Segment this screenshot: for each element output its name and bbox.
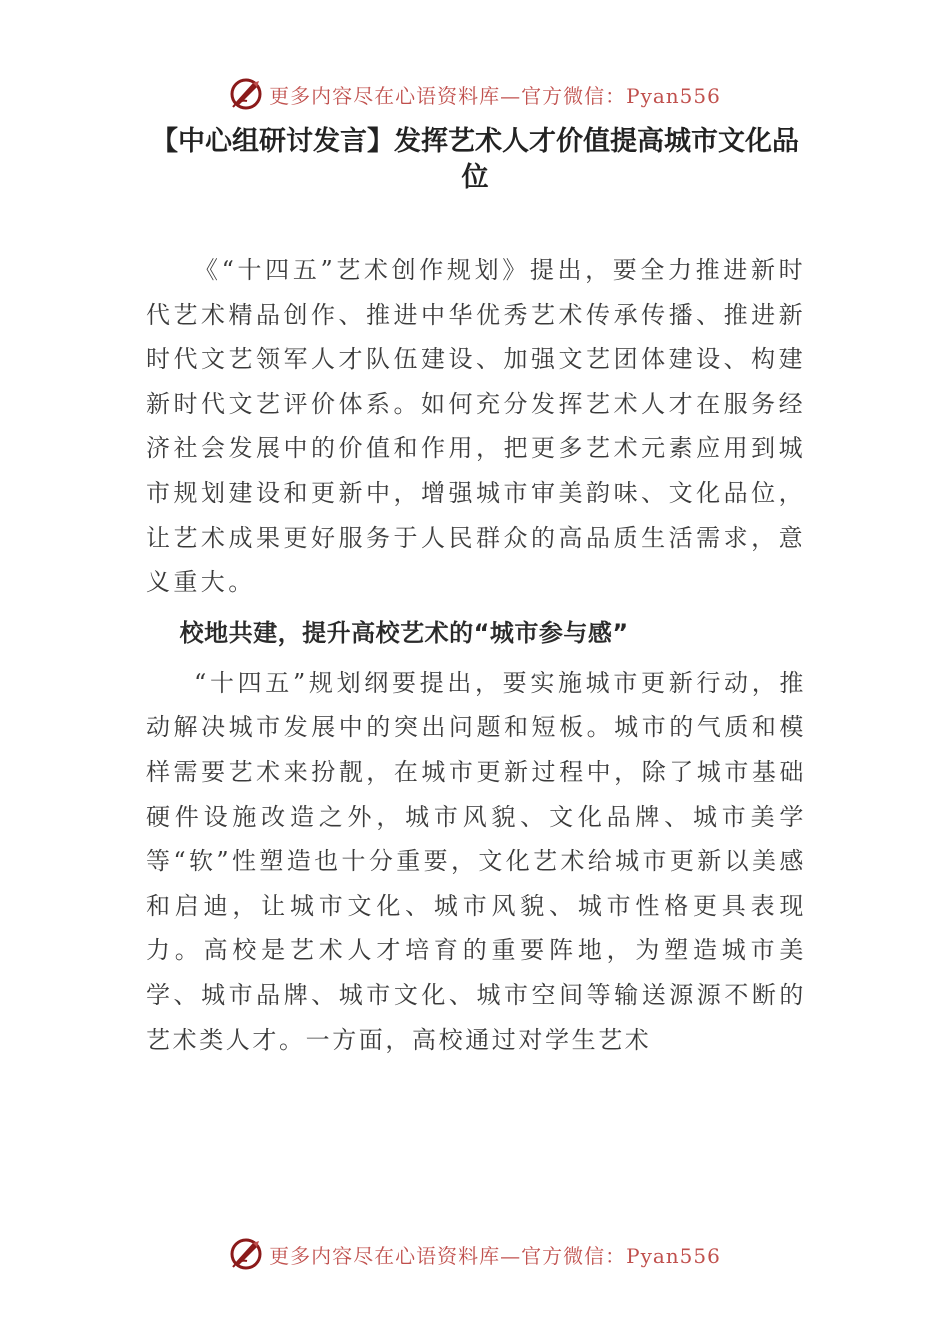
- section-heading: 校地共建，提升高校艺术的“城市参与感”: [179, 618, 629, 647]
- paragraph-2: “十四五”规划纲要提出，要实施城市更新行动，推动解决城市发展中的突出问题和短板。城市的气质和模样需要艺术来扮靓，在城市更新过程中，除了城市基础硬件设施改造之外，城市风貌、文化品牌、城市美学等“软”性塑造也十分重要，文化艺术给城市更新以美感和启迪，让城市文化、城市风貌、城市性格更具表现力。高校是艺术人才培育的重要阵地，为塑造城市美学、城市品牌、城市文化、城市空间等输送源源不断的艺术类人才。一方面，高校通过对学生艺术: [146, 668, 806, 1054]
- header-banner: [0, 72, 950, 116]
- document-title: 【中心组研讨发言】发挥艺术人才价值提高城市文化品位: [151, 126, 799, 193]
- footer-banner: [0, 1232, 950, 1276]
- banner-text: 更多内容尽在心语资料库—官方微信：Pyan556: [269, 1243, 721, 1268]
- pen-logo-icon: [229, 77, 263, 111]
- banner-text: 更多内容尽在心语资料库—官方微信：Pyan556: [269, 83, 721, 108]
- paragraph-1: 《“十四五”艺术创作规划》提出，要全力推进新时代艺术精品创作、推进中华优秀艺术传承传播、推进新时代文艺领军人才队伍建设、加强文艺团体建设、构建新时代文艺评价体系。如何充分发挥艺术人才在服务经济社会发展中的价值和作用，把更多艺术元素应用到城市规划建设和更新中，增强城市审美韵味、文化品位，让艺术成果更好服务于人民群众的高品质生活需求，意义重大。: [146, 256, 806, 597]
- document-body: [146, 248, 806, 1062]
- pen-logo-icon: [229, 1237, 263, 1271]
